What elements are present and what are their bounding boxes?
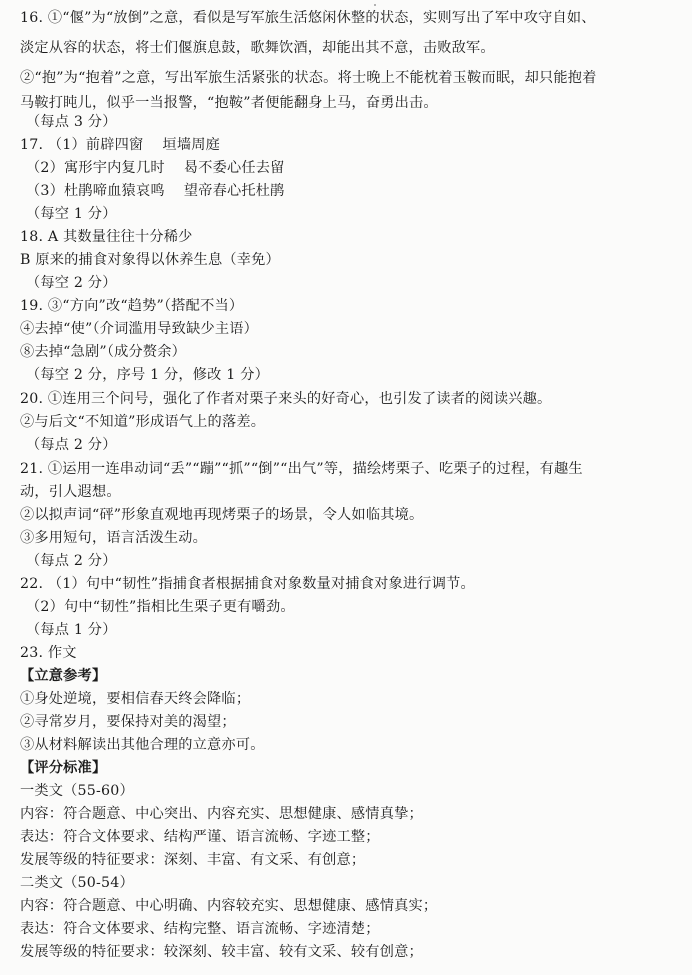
q16-line-1: 16. ①“偃”为“放倒”之意，看似是写军旅生活悠闲休整的状态，实则写出了军中攻守自如、 [20,10,596,26]
q16-line-4: 马鞍打盹儿，似乎一当报警，“抱鞍”者便能翻身上马，奋勇出击。 [20,95,438,111]
q21-line-4: ③多用短句，语言活泼生动。 [20,530,208,546]
q23-class2-content: 内容：符合题意、中心明确、内容较充实、思想健康、感情真实； [20,898,438,914]
q22-line-1: 22. （1）句中“韧性”指捕食者根据捕食对象数量对捕食对象进行调节。 [20,576,475,592]
q23-reference-heading: 【立意参考】 [20,668,107,684]
q23-class1-expression: 表达：符合文体要求、结构严谨、语言流畅、字迹工整； [20,829,380,845]
q20-line-2: ②与后文“不知道”形成语气上的落差。 [20,414,266,430]
q23-standard-heading: 【评分标准】 [20,760,107,776]
q21-score: （每点 2 分） [26,553,117,569]
q16-line-3: ②“抱”为“抱着”之意，写出军旅生活紧张的状态。将士晚上不能枕着玉鞍而眠，却只能抱着 [20,70,597,86]
scan-speck [374,4,376,6]
q21-line-3: ②以拟声词“砰”形象直观地再现烤栗子的场景，令人如临其境。 [20,507,424,523]
q22-line-2: （2）句中“韧性”指相比生栗子更有嚼劲。 [26,599,295,615]
q22-score: （每点 1 分） [26,622,117,638]
q17-line-1: 17. （1）前辟四窗 垣墙周庭 [20,137,221,153]
q18-line-1: 18. A 其数量往往十分稀少 [20,229,193,245]
q21-line-1: 21. ①运用一连串动词“丢”“蹦”“抓”“倒”“出气”等，描绘烤栗子、吃栗子的过程，有趣生 [20,461,583,477]
q23-class1-title: 一类文（55-60） [20,783,134,799]
q17-score: （每空 1 分） [26,206,117,222]
q23-class2-development: 发展等级的特征要求：较深刻、较丰富、较有文采、较有创意； [20,944,423,960]
q20-score: （每点 2 分） [26,437,117,453]
q17-line-3: （3）杜鹃啼血猿哀鸣 望帝春心托杜鹃 [26,183,285,199]
q23-class2-expression: 表达：符合文体要求、结构完整、语言流畅、字迹清楚； [20,921,380,937]
q23-title: 23. 作文 [20,645,77,661]
q23-class1-development: 发展等级的特征要求：深刻、丰富、有文采、有创意； [20,852,366,868]
q18-line-2: B 原来的捕食对象得以休养生息（幸免） [20,252,280,268]
q23-reference-3: ③从材料解读出其他合理的立意亦可。 [20,737,265,753]
q19-line-3: ⑧去掉“急剧”（成分赘余） [20,344,187,360]
q19-line-1: 19. ③“方向”改“趋势”（搭配不当） [20,298,244,314]
q19-line-2: ④去掉“使”（介词滥用导致缺少主语） [20,321,259,337]
q18-score: （每空 2 分） [26,275,117,291]
q23-reference-2: ②寻常岁月，要保持对美的渴望； [20,714,236,730]
q23-reference-1: ①身处逆境，要相信春天终会降临； [20,691,251,707]
q16-line-2: 淡定从容的状态，将士们偃旗息鼓，歌舞饮酒，却能出其不意，击败敌军。 [20,40,495,56]
q23-class2-title: 二类文（50-54） [20,875,134,891]
q19-score: （每空 2 分，序号 1 分，修改 1 分） [26,367,269,383]
q23-class1-content: 内容：符合题意、中心突出、内容充实、思想健康、感情真挚； [20,806,423,822]
q21-line-2: 动，引人遐想。 [20,484,121,500]
q20-line-1: 20. ①连用三个问号，强化了作者对栗子来头的好奇心，也引发了读者的阅读兴趣。 [20,391,552,407]
q16-score: （每点 3 分） [26,114,117,130]
q17-line-2: （2）寓形宇内复几时 曷不委心任去留 [26,160,285,176]
